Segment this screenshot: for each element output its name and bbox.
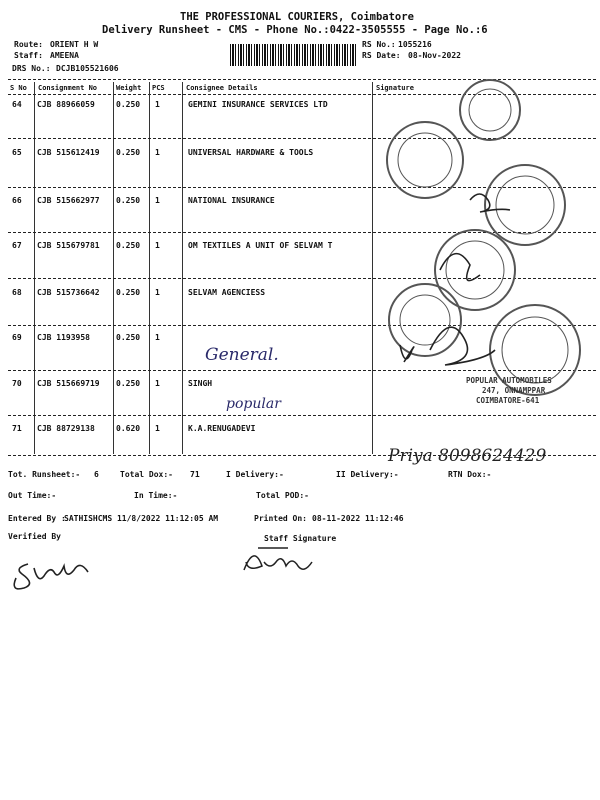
signature-scrawl (430, 327, 495, 365)
row-pcs: 1 (155, 196, 160, 205)
row-weight: 0.250 (116, 100, 141, 109)
row-consignee: NATIONAL INSURANCE (188, 196, 275, 205)
row-weight: 0.250 (116, 288, 141, 297)
col-consignee: Consignee Details (186, 84, 258, 92)
company-title: THE PROFESSIONAL COURIERS, Coimbatore (180, 11, 414, 23)
row-consignment: CJB 515612419 (37, 148, 100, 157)
stamp-circle (398, 133, 452, 187)
ii-delivery-label: II Delivery:- (336, 470, 399, 479)
staff-label: Staff: (14, 51, 43, 60)
row-sno: 64 (12, 100, 22, 109)
row-sno: 67 (12, 241, 22, 250)
stamp-text: COIMBATORE-641 (476, 396, 540, 405)
row-consignment: CJB 88729138 (37, 424, 95, 433)
row-weight: 0.250 (116, 379, 141, 388)
row-pcs: 1 (155, 424, 160, 433)
printed-on-value: 08-11-2022 11:12:46 (312, 514, 404, 523)
runsheet-label: Tot. Runsheet:- (8, 470, 81, 479)
stamp-text: 247, ONNAMPPAR (482, 386, 546, 395)
handwritten-note: Priya 8098624429 (388, 446, 547, 466)
rs-no-label: RS No.: (362, 40, 396, 49)
col-sno: S No (10, 84, 27, 92)
col-pcs: PCS (152, 84, 165, 92)
row-consignment: CJB 515679781 (37, 241, 100, 250)
printed-on-label: Printed On: (254, 514, 307, 523)
row-weight: 0.250 (116, 333, 141, 342)
drs-value: DCJB105521606 (56, 64, 119, 73)
route-value: ORIENT H W (50, 40, 99, 49)
entered-by-label: Entered By : (8, 514, 66, 523)
row-sno: 70 (12, 379, 22, 388)
row-consignment: CJB 88966059 (37, 100, 95, 109)
row-weight: 0.250 (116, 196, 141, 205)
staff-signature-label: Staff Signature (264, 534, 337, 543)
row-consignment: CJB 1193958 (37, 333, 90, 342)
col-weight: Weight (116, 84, 142, 92)
entered-by-value: SATHISHCMS 11/8/2022 11:12:05 AM (64, 514, 219, 523)
row-pcs: 1 (155, 100, 160, 109)
row-consignee: SELVAM AGENCIESS (188, 288, 266, 297)
row-pcs: 1 (155, 241, 160, 250)
row-consignee: OM TEXTILES A UNIT OF SELVAM T (188, 241, 333, 250)
total-pod-label: Total POD:- (256, 491, 309, 500)
stamp-circle (400, 295, 450, 345)
rtn-dox-label: RTN Dox:- (448, 470, 492, 479)
stamp-circle (446, 241, 504, 299)
verified-by-label: Verified By (8, 532, 61, 541)
row-sno: 69 (12, 333, 22, 342)
rs-date-value: 08-Nov-2022 (408, 51, 461, 60)
rs-date-label: RS Date: (362, 51, 401, 60)
i-delivery-label: I Delivery:- (226, 470, 284, 479)
stamp-circle (469, 89, 511, 131)
verifier-signature (6, 548, 136, 598)
barcode-icon (230, 44, 358, 66)
rs-no-value: 1055216 (398, 40, 432, 49)
total-dox-value: 71 (190, 470, 200, 479)
total-dox-label: Total Dox:- (120, 470, 173, 479)
runsheet-value: 6 (94, 470, 99, 479)
row-pcs: 1 (155, 333, 160, 342)
row-weight: 0.250 (116, 148, 141, 157)
col-consignment: Consignment No (38, 84, 98, 92)
row-consignee: K.A.RENUGADEVI (188, 424, 256, 433)
staff-signature (238, 540, 358, 580)
row-consignee: UNIVERSAL HARDWARE & TOOLS (188, 148, 314, 157)
stamp-circle (485, 165, 565, 245)
row-consignment: CJB 515736642 (37, 288, 100, 297)
row-consignee: GEMINI INSURANCE SERVICES LTD (188, 100, 328, 109)
stamp-circle (496, 176, 554, 234)
row-sno: 66 (12, 196, 22, 205)
row-weight: 0.620 (116, 424, 141, 433)
stamp-text: POPULAR AUTOMOBILES (466, 376, 552, 385)
row-sno: 68 (12, 288, 22, 297)
handwritten-note: General. (205, 345, 279, 365)
row-consignment: CJB 515662977 (37, 196, 100, 205)
in-time-label: In Time:- (134, 491, 178, 500)
stamp-circle (435, 230, 515, 310)
route-label: Route: (14, 40, 43, 49)
row-pcs: 1 (155, 379, 160, 388)
row-consignee: SINGH (188, 379, 213, 388)
out-time-label: Out Time:- (8, 491, 57, 500)
handwritten-note: popular (226, 396, 281, 412)
row-sno: 65 (12, 148, 22, 157)
signature-scrawl (470, 194, 510, 212)
drs-label: DRS No.: (12, 64, 51, 73)
row-consignment: CJB 515669719 (37, 379, 100, 388)
row-weight: 0.250 (116, 241, 141, 250)
staff-value: AMEENA (50, 51, 79, 60)
col-signature: Signature (376, 84, 414, 92)
runsheet-subtitle: Delivery Runsheet - CMS - Phone No.:0422-3505555 - Page No.:6 (102, 24, 488, 36)
row-pcs: 1 (155, 288, 160, 297)
stamp-circle (502, 317, 568, 383)
row-pcs: 1 (155, 148, 160, 157)
row-sno: 71 (12, 424, 22, 433)
